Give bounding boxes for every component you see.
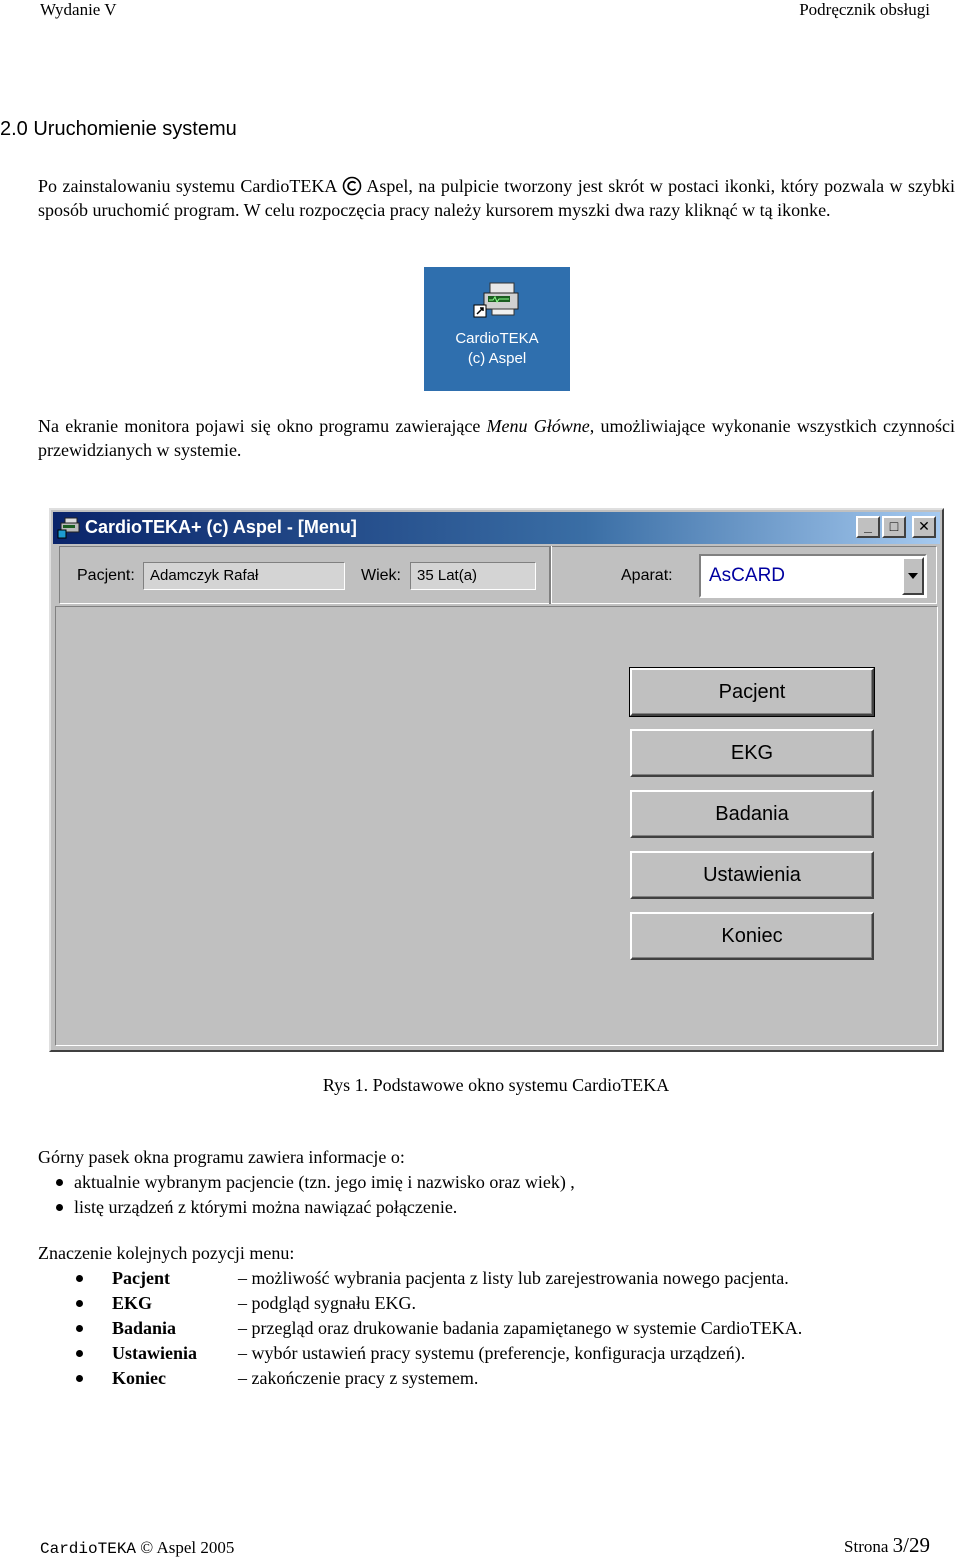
window-titlebar[interactable] — [53, 512, 940, 544]
header-manual: Podręcznik obsługi — [799, 0, 930, 19]
chevron-down-icon[interactable] — [902, 557, 924, 595]
para2-menu-term: Menu Główne — [486, 416, 590, 436]
window-description — [38, 414, 955, 462]
intro-text-1: Po zainstalowaniu systemu CardioTEKA — [38, 176, 337, 196]
footer-page — [844, 1533, 930, 1558]
list-item: aktualnie wybranym pacjencie (tzn. jego imię i nazwisko oraz wiek) , — [56, 1170, 575, 1195]
device-select-value: AsCARD — [709, 565, 786, 586]
patient-field: Adamczyk Rafał — [143, 562, 345, 590]
device-select[interactable] — [699, 554, 927, 598]
menu-term: Badania — [112, 1318, 177, 1338]
menu-term: Koniec — [112, 1368, 166, 1388]
window-title: CardioTEKA+ (c) Aspel - [Menu] — [85, 517, 357, 537]
header-edition: Wydanie V — [40, 0, 117, 19]
figure-caption: Rys 1. Podstawowe okno systemu CardioTEKA — [322, 1075, 670, 1095]
koniec-button[interactable]: Koniec — [630, 912, 874, 960]
footer-product — [40, 1538, 234, 1558]
top-bar-intro: Górny pasek okna programu zawiera informacje o: — [38, 1147, 405, 1167]
desktop-icon-label-1: CardioTEKA — [455, 330, 539, 347]
maximize-button[interactable]: □ — [882, 516, 906, 538]
menu-meaning-intro: Znaczenie kolejnych pozycji menu: — [38, 1243, 295, 1263]
intro-paragraph — [38, 174, 955, 222]
minimize-button[interactable]: _ — [856, 516, 880, 538]
footer-copyright: © Aspel 2005 — [140, 1538, 235, 1557]
badania-button[interactable]: Badania — [630, 790, 874, 838]
footer-product-name: CardioTEKA — [40, 1540, 137, 1558]
para2-text-2: , umożliwiające wykonanie wszystkich czynności przewidzianych w systemie. — [38, 416, 955, 460]
ecg-device-icon — [472, 281, 522, 325]
top-bar-info-list — [56, 1170, 575, 1220]
menu-term: Ustawienia — [112, 1343, 197, 1363]
menu-desc: – wybór ustawień pracy systemu (preferencje, konfiguracja urządzeń). — [238, 1343, 746, 1363]
menu-desc: – możliwość wybrania pacjenta z listy lub zarejestrowania nowego pacjenta. — [238, 1268, 789, 1288]
ustawienia-button[interactable]: Ustawienia — [630, 851, 874, 899]
patient-label: Pacjent: — [77, 567, 135, 584]
intro-text-2: Aspel, na pulpicie tworzony jest skrót w postaci ikonki, który pozwala w szybki sposób uruchomić program. W celu rozpoczęcia pracy należy kursorem myszki dwa razy kliknąć w tą ikonke. — [38, 176, 956, 220]
footer-page-label: Strona — [844, 1537, 889, 1556]
pacjent-button[interactable]: Pacjent — [630, 668, 874, 716]
copyright-icon — [342, 176, 362, 196]
menu-term: EKG — [112, 1293, 153, 1313]
close-button[interactable]: ✕ — [912, 516, 936, 538]
menu-term: Pacjent — [112, 1268, 170, 1288]
menu-desc: – przegląd oraz drukowanie badania zapamiętanego w systemie CardioTEKA. — [238, 1318, 803, 1338]
list-item: listę urządzeń z którymi można nawiązać połączenie. — [56, 1195, 575, 1220]
main-menu-window — [49, 508, 944, 1052]
device-label: Aparat: — [621, 567, 673, 584]
app-icon — [57, 516, 81, 540]
info-divider — [549, 546, 552, 604]
menu-desc: – zakończenie pracy z systemem. — [238, 1368, 479, 1388]
menu-desc: – podgląd sygnału EKG. — [238, 1293, 416, 1313]
age-label: Wiek: — [361, 567, 401, 584]
cardioteka-desktop-icon[interactable] — [424, 267, 570, 391]
para2-text-1: Na ekranie monitora pojawi się okno programu zawierające — [38, 416, 481, 436]
desktop-icon-label-2: (c) Aspel — [467, 350, 527, 367]
ekg-button[interactable]: EKG — [630, 729, 874, 777]
footer-page-number: 3/29 — [892, 1533, 930, 1557]
section-title: 2.0 Uruchomienie systemu — [0, 118, 237, 140]
age-field: 35 Lat(a) — [410, 562, 536, 590]
